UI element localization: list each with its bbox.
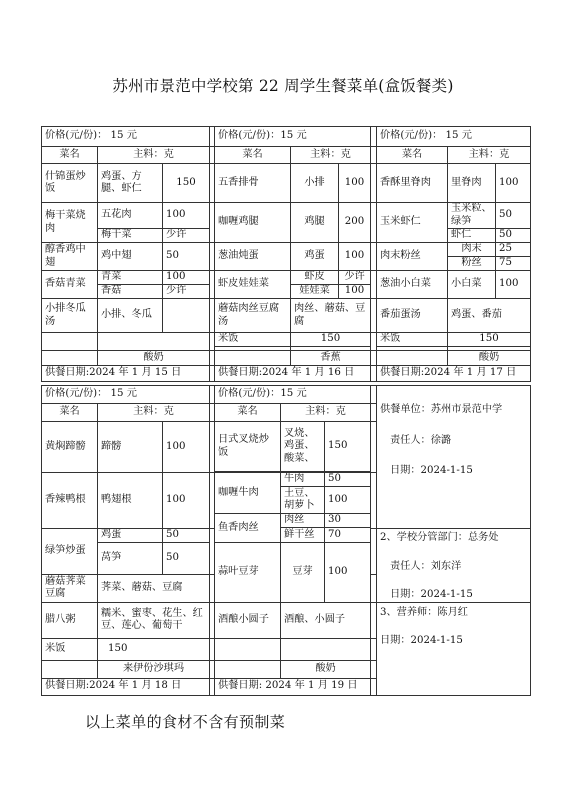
price-label: 价格(元/份)： 15 元 [377,127,531,147]
ingredient-header: 主料：克 [281,404,371,422]
dish-quantity: 50 [325,473,371,487]
dish-ingredient: 酒酿、小圆子 [281,602,371,638]
serving-date: 供餐日期:2024 年 1 月 15 日 [42,366,210,382]
menu-title: 苏州市景范中学校第 22 周学生餐菜单(盒饭餐类) [112,77,454,95]
dish-header: 菜名 [377,147,448,164]
dish-quantity: 50 [163,529,210,543]
dish-ingredient: 虾皮 [291,271,339,285]
rice-quantity: 150 [291,333,371,347]
dish-quantity: 少许 [163,285,210,299]
dish-name: 虾皮娃娃菜 [215,271,291,299]
dish-ingredient: 鸡腿 [291,203,339,243]
dish-ingredient: 梅干菜 [98,229,163,243]
dish-ingredient: 鲜干丝 [281,528,325,543]
dish-name: 醇香鸡中翅 [42,243,98,271]
dish-quantity: 150 [163,164,210,203]
department-person: 责任人：刘东洋 [390,560,462,572]
dish-name: 蘑菇肉丝豆腐汤 [215,299,291,333]
dish-quantity: 100 [339,164,371,203]
dish-name: 日式叉烧炒饭 [215,422,281,472]
extra-item: 酸奶 [281,660,371,678]
dish-name: 葱油炖蛋 [215,243,291,271]
menu-table-week1 [41,126,531,382]
dish-ingredient: 鸡蛋、番茄 [448,299,531,333]
dish-quantity: 70 [325,528,371,543]
dish-header: 菜名 [42,147,98,164]
extra-item: 来伊份沙琪玛 [98,660,210,678]
dish-quantity: 25 [496,243,531,257]
dish-ingredient: 虾仁 [448,229,496,243]
dish-quantity: 少许 [163,229,210,243]
dish-name: 香辣鸭根 [42,473,98,529]
dish-name: 梅干菜烧肉 [42,203,98,243]
dish-quantity: 30 [325,514,371,528]
rice-label: 米饭 [377,333,448,347]
dish-quantity: 100 [163,473,210,529]
supplier-date: 日期：2024-1-15 [390,465,473,476]
rice-quantity: 150 [98,638,210,660]
dish-ingredient: 青菜 [98,271,163,285]
dish-ingredient: 莴笋 [98,542,163,574]
footer-note: 以上菜单的食材不含有预制菜 [85,713,286,731]
dish-quantity: 50 [496,229,531,243]
dish-header: 菜名 [42,404,98,422]
dish-ingredient: 糯米、蜜枣、花生、红豆、莲心、葡萄干 [98,602,210,638]
dish-ingredient: 五花肉 [98,203,163,229]
serving-date: 供餐日期:2024 年 1 月 16 日 [215,366,371,382]
dish-quantity: 100 [496,164,531,203]
ingredient-header: 主料：克 [98,147,210,164]
dish-ingredient: 小白菜 [448,271,496,299]
dish-quantity: 100 [163,422,210,473]
dish-ingredient: 鸡中翅 [98,243,163,271]
dish-ingredient: 土豆、胡萝卜 [281,487,325,514]
dish-name: 香酥里脊肉 [377,164,448,203]
serving-date: 供餐日期:2024 年 1 月 17 日 [377,366,531,382]
extra-item: 酸奶 [98,351,210,366]
dish-quantity: 100 [496,271,531,299]
supplier-unit: 供餐单位：苏州市景范中学 [380,404,503,415]
department-label: 2、学校分管部门：总务处 [380,532,499,543]
dish-name: 腊八粥 [42,602,98,638]
dish-name: 番茄蛋汤 [377,299,448,333]
dish-name: 肉末粉丝 [377,243,448,271]
ingredient-header: 主料：克 [448,147,531,164]
nutritionist-date: 日期：2024-1-15 [380,635,463,646]
dish-name: 五香排骨 [215,164,291,203]
dish-quantity: 100 [325,542,371,602]
dish-name: 黄焖蹄髈 [42,422,98,473]
dish-ingredient: 荠菜、蘑菇、豆腐 [98,574,210,602]
dish-quantity: 100 [325,487,371,514]
dish-quantity: 少许 [339,271,371,285]
dish-name: 香菇青菜 [42,271,98,299]
dish-ingredient: 香菇 [98,285,163,299]
dish-quantity: 150 [325,422,371,472]
dish-ingredient: 小排 [291,164,339,203]
dish-name: 蘑菇荠菜豆腐 [42,574,98,602]
supplier-info [377,386,531,529]
dish-ingredient: 豆芽 [281,542,325,602]
dish-ingredient: 娃娃菜 [291,285,339,299]
dish-quantity: 100 [163,271,210,285]
menu-table-week2 [41,385,531,696]
extra-item: 香蕉 [291,351,371,366]
dish-quantity: 50 [496,203,531,229]
dish-ingredient: 里脊肉 [448,164,496,203]
dish-name: 什锦蛋炒饭 [42,164,98,203]
dish-quantity: 200 [339,203,371,243]
dish-name: 咖喱牛肉 [215,473,281,514]
price-label: 价格(元/份)： 15 元 [42,386,210,404]
dish-name: 小排冬瓜汤 [42,299,98,333]
dish-ingredient: 牛肉 [281,473,325,487]
dish-header: 菜名 [215,404,281,422]
department-info [377,529,531,603]
dish-name: 葱油小白菜 [377,271,448,299]
dish-ingredient: 肉丝 [281,514,325,528]
price-label: 价格(元/份)： 15 元 [42,127,210,147]
dish-ingredient: 鸡蛋 [98,529,163,543]
serving-date: 供餐日期:2024 年 1 月 18 日 [42,678,210,695]
dish-quantity: 100 [339,285,371,299]
supplier-person: 责任人：徐潞 [390,434,452,446]
dish-name: 蒜叶豆芽 [215,542,281,602]
rice-label: 米饭 [215,333,291,347]
dish-name: 玉米虾仁 [377,203,448,243]
dish-ingredient: 肉丝、蘑菇、豆腐 [291,299,371,333]
dish-header: 菜名 [215,147,291,164]
dish-quantity: 50 [163,243,210,271]
dish-ingredient: 鸡蛋 [291,243,339,271]
dish-ingredient: 粉丝 [448,257,496,271]
ingredient-header: 主料：克 [291,147,371,164]
dish-name: 酒酿小圆子 [215,602,281,638]
price-label: 价格(元/份)：15 元 [215,127,371,147]
nutritionist-info [377,602,531,695]
department-date: 日期：2024-1-15 [390,589,473,600]
dish-name: 鱼香肉丝 [215,514,281,543]
price-label: 价格(元/份)：15 元 [215,386,371,404]
dish-quantity: 50 [163,542,210,574]
dish-name: 绿笋炒蛋 [42,529,98,575]
dish-ingredient: 玉米粒、绿笋 [448,203,496,229]
serving-date: 供餐日期: 2024 年 1 月 19 日 [215,678,371,695]
rice-label: 米饭 [42,638,98,660]
dish-ingredient: 小排、冬瓜 [98,299,163,333]
dish-ingredient: 鸭翅根 [98,473,163,529]
extra-item: 酸奶 [448,351,531,366]
dish-ingredient: 叉烧、鸡蛋、酸菜、 [281,422,325,472]
rice-quantity: 150 [448,333,531,347]
ingredient-header: 主料：克 [98,404,210,422]
dish-quantity: 100 [163,203,210,229]
dish-quantity: 75 [496,257,531,271]
dish-name: 咖喱鸡腿 [215,203,291,243]
nutritionist-label: 3、营养师：陈月红 [380,606,468,618]
dish-ingredient: 蹄髈 [98,422,163,473]
dish-quantity: 100 [339,243,371,271]
dish-ingredient: 肉末 [448,243,496,257]
dish-ingredient: 鸡蛋、方腿、虾仁 [98,164,163,203]
